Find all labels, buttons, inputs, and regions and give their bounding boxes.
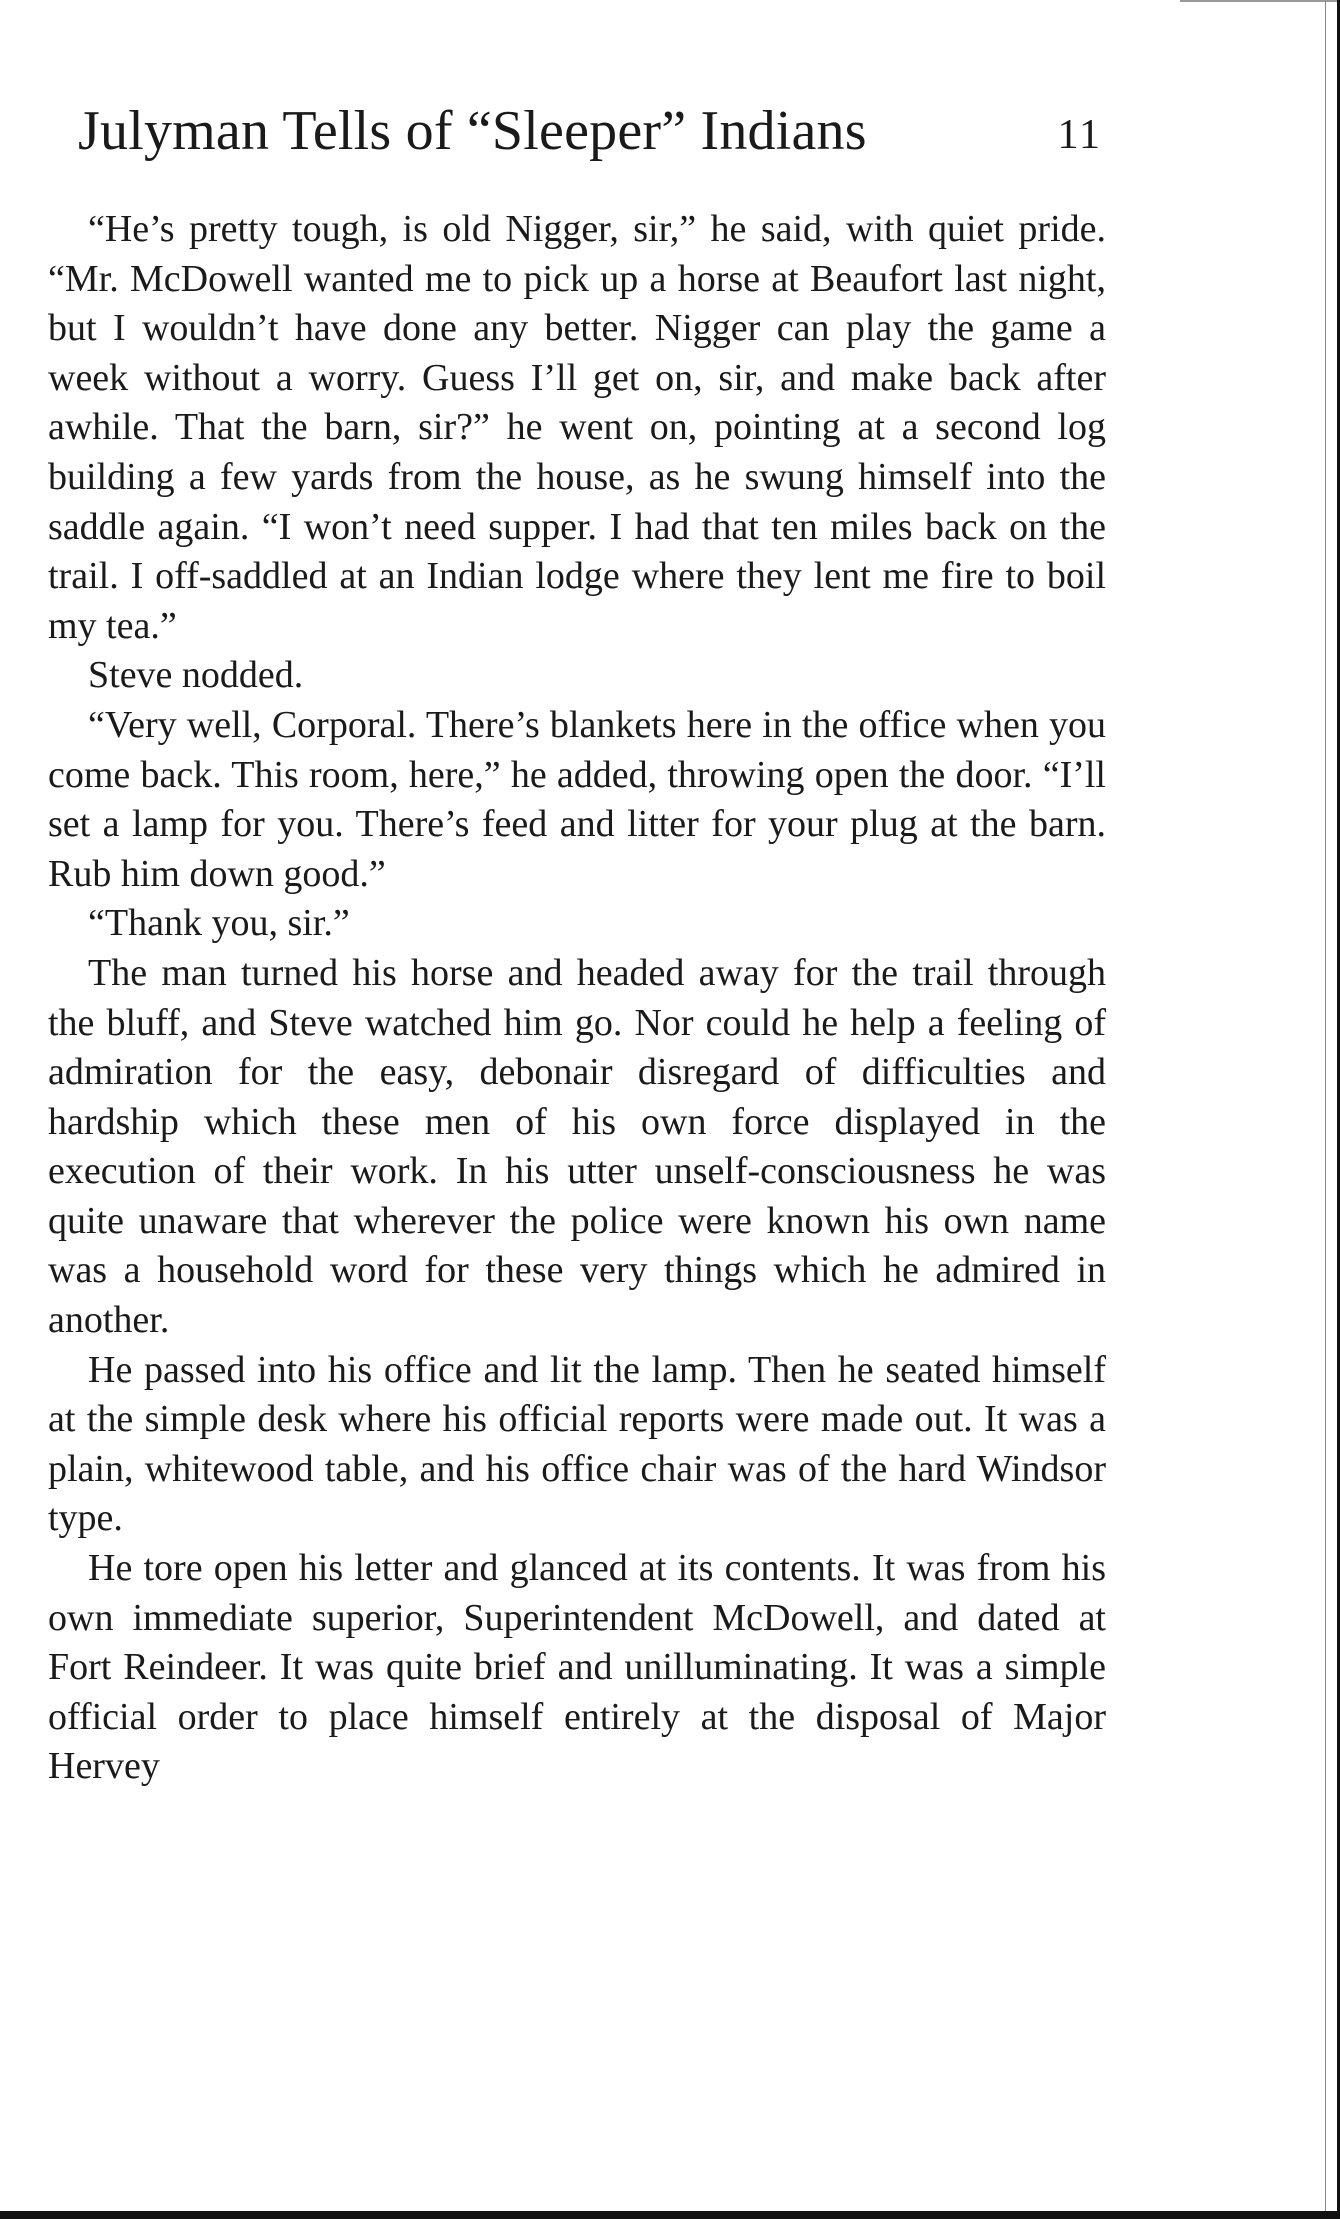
running-title: Julyman Tells of “Sleeper” Indians [78, 100, 867, 162]
scan-top-mark [1180, 0, 1340, 2]
paragraph: He tore open his letter and glanced at its contents. It was from his own immediate superior, Superintendent McDowell, and dated at Fort Reindeer. It was quite brief and unilluminating. It was a simple official order to place himself entirely at the disposal of Major Hervey [48, 1547, 1106, 1788]
paragraph: The man turned his horse and headed away for the trail through the bluff, and Steve watched him go. Nor could he help a feeling of admiration for the easy, debonair disregard of difficulties and hardship which these men of his own force displayed in the execution of their work. In his utter unself-consciousness he was quite unaware that wherever the police were known his own name was a household word for these very things which he admired in another. [48, 951, 1106, 1342]
page-header [78, 96, 1118, 166]
page-number: 11 [1057, 112, 1102, 158]
paragraph: He passed into his office and lit the lamp. Then he seated himself at the simple desk where his official reports were made out. It was a plain, whitewood table, and his office chair was of the hard Windsor type. [48, 1348, 1106, 1540]
paragraph: “He’s pretty tough, is old Nigger, sir,” he said, with quiet pride. “Mr. McDowell wanted me to pick up a horse at Beaufort last night, but I wouldn’t have done any better. Nigger can play the game a week without a worry. Guess I’ll get on, sir, and make back after awhile. That the barn, sir?” he went on, pointing at a second log building a few yards from the house, as he swung himself into the saddle again. “I won’t need supper. I had that ten miles back on the trail. I off-saddled at an Indian lodge where they lent me fire to boil my tea.” [48, 208, 1106, 647]
paragraph: “Thank you, sir.” [88, 902, 350, 945]
paragraph: “Very well, Corporal. There’s blankets here in the office when you come back. This room, here,” he added, throwing open the door. “I’ll set a lamp for you. There’s feed and litter for your plug at the barn. Rub him down good.” [48, 703, 1106, 895]
paragraph: Steve nodded. [88, 654, 304, 697]
body-text [48, 205, 1106, 1792]
page-edge-shadow [1325, 0, 1326, 2219]
page-bottom-edge [0, 2211, 1340, 2219]
